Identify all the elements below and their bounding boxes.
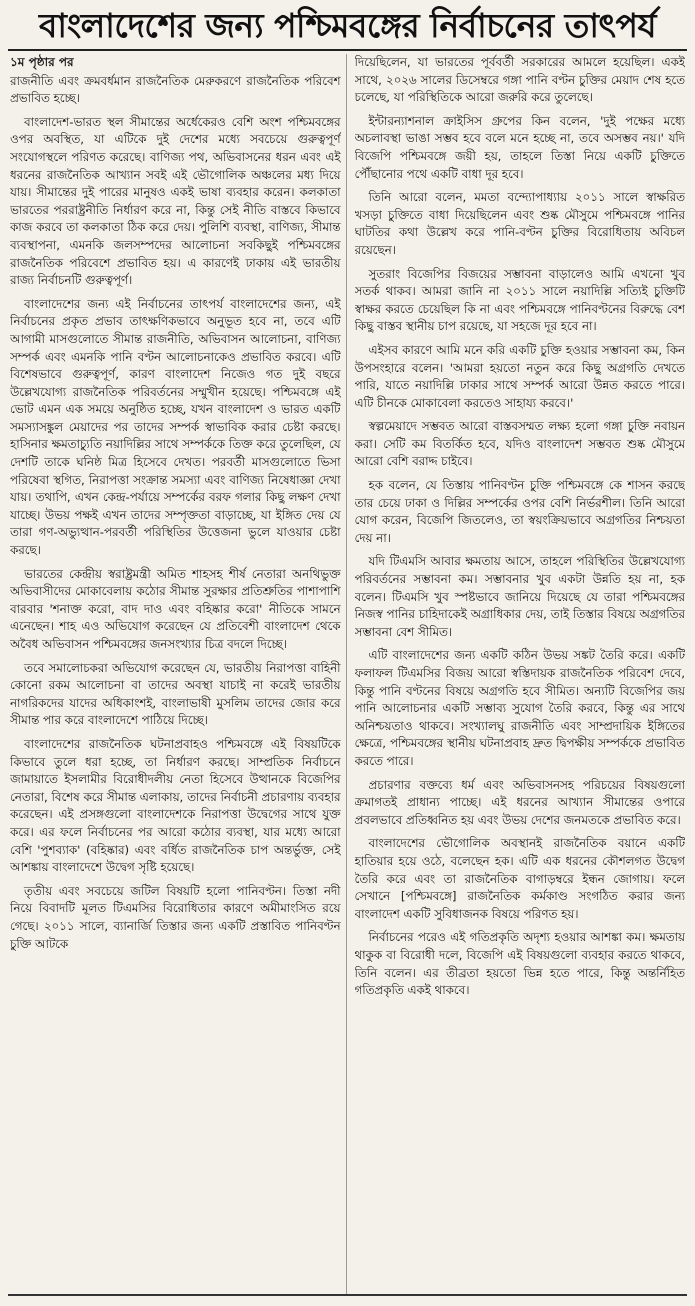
- paragraph: হক বলেন, যে তিস্তায় পানিবণ্টন চুক্তি পশ্চিমবঙ্গে কে শাসন করছে তার চেয়ে ঢাকা ও দিল্লির সম্পর্কের ওপর বেশি নির্ভরশীল। তিনি আরো যোগ করেন, বিজেপি জিতলেও, তা স্বয়ংক্রিয়ভাবে অগ্রগতির নিশ্চয়তা দেয় না।: [354, 478, 685, 545]
- paragraph: ভারতের কেন্দ্রীয় স্বরাষ্ট্রমন্ত্রী অমিত শাহসহ শীর্ষ নেতারা অনথিভুক্ত অভিবাসীদের মোকাবেলায় কঠোর সীমান্ত সুরক্ষার প্রতিশ্রুতির পাশাপাশি বারবার 'শনাক্ত করো, বাদ দাও এবং বহিষ্কার করো' নীতিকে সামনে এনেছেন। শাহ এও অভিযোগ করেছেন যে প্রতিবেশী বাংলাদেশ থেকে অবৈধ অভিবাসন পশ্চিমবঙ্গের জনসংখ্যার চিত্র বদলে দিচ্ছে।: [10, 566, 341, 651]
- paragraph: স্বল্পমেয়াদে সম্ভবত আরো বাস্তবসম্মত লক্ষ্য হলো গঙ্গা চুক্তি নবায়ন করা। সেটি কম বিতর্কিত হবে, যদিও বাংলাদেশ সম্ভবত শুষ্ক মৌসুমে আরো বেশি বরাদ্দ চাইবে।: [354, 419, 685, 469]
- paragraph: তবে সমালোচকরা অভিযোগ করেছেন যে, ভারতীয় নিরাপত্তা বাহিনী কোনো রকম আলোচনা বা তাদের অবস্থা যাচাই না করেই ভারতীয় নাগরিকদের যাদের অধিকাংশই, বাংলাভাষী মুসলিম তাদের জোর করে সীমান্ত পার করে বাংলাদেশে পাঠিয়ে দিচ্ছে।: [10, 660, 341, 728]
- column-divider: [346, 54, 347, 1296]
- right-column: [355, 54, 686, 1296]
- paragraph: নির্বাচনের পরেও এই গতিপ্রকৃতি অদৃশ্য হওয়ার আশঙ্কা কম। ক্ষমতায় থাকুক বা বিরোধী দলে, বিজেপি এই বিষয়গুলো ব্যবহার করতে থাকবে, তিনি বলেন। এর তীব্রতা হয়তো ভিন্ন হতে পারে, কিন্তু অন্তর্নিহিত গতিপ্রকৃতি একই থাকবে।: [354, 930, 685, 998]
- paragraph: তৃতীয় এবং সবচেয়ে জটিল বিষয়টি হলো পানিবণ্টন। তিস্তা নদী নিয়ে বিবাদটি মূলত টিএমসির বিরোধিতার কারণে অমীমাংসিত রয়ে গেছে। ২০১১ সালে, ব্যানার্জি তিস্তার জন্য একটি প্রস্তাবিত পানিবণ্টন চুক্তি আটকে: [10, 883, 341, 951]
- paragraph: রাজনীতি এবং ক্রমবর্ধমান রাজনৈতিক মেরুকরণে রাজনৈতিক পরিবেশ প্রভাবিত হচ্ছে।: [10, 73, 341, 106]
- headline: বাংলাদেশের জন্য পশ্চিমবঙ্গের নির্বাচনের তাৎপর্য: [39, 6, 656, 45]
- paragraph: বাংলাদেশের রাজনৈতিক ঘটনাপ্রবাহও পশ্চিমবঙ্গে এই বিষয়টিকে কিভাবে তুলে ধরা হচ্ছে, তা নির্ধারণ করছে। সাম্প্রতিক নির্বাচনে জামায়াতে ইসলামীর বিরোধীদলীয় নেতা হিসেবে উত্থানকে বিজেপির নেতারা, বিশেষ করে সীমান্ত এলাকায়, তাদের নির্বাচনী প্রচারণায় ব্যবহার করেছেন। এই প্রসঙ্গগুলো বাংলাদেশকে নিরাপত্তা উদ্বেগের সাথে যুক্ত করে। এর ফলে নির্বাচনের পর আরো কঠোর ব্যবস্থা, যার মধ্যে আরো বেশি 'পুশব্যাক' (বহিষ্কার) এবং বর্ধিত রাজনৈতিক চাপ অন্তর্ভুক্ত, সেই আশঙ্কায় বাংলাদেশে উদ্বেগ সৃষ্টি হয়েছে।: [10, 736, 341, 875]
- paragraph: এইসব কারণে আমি মনে করি একটি চুক্তি হওয়ার সম্ভাবনা কম, কিন উপসংহারে বলেন। 'আমরা হয়তো নতুন করে কিছু অগ্রগতি দেখতে পারি, যাতে নয়াদিল্লি ঢাকার সাথে সম্পর্ক আরো উন্নত করতে পারে। এটি চীনকে মোকাবেলা করতেও সাহায্য করবে।': [354, 342, 685, 410]
- paragraph: দিয়েছিলেন, যা ভারতের পূর্ববর্তী সরকারের আমলে হয়েছিল। একই সাথে, ২০২৬ সালের ডিসেম্বরে গঙ্গা পানি বণ্টন চুক্তির মেয়াদ শেষ হতে চলেছে, যা পরিস্থিতিকে আরো জরুরি করে তুলেছে।: [354, 55, 685, 105]
- paragraph: প্রচারণার বক্তব্যে ধর্ম এবং অভিবাসনসহ পরিচয়ের বিষয়গুলো ক্রমাগতই প্রাধান্য পাচ্ছে। এই ধরনের আখ্যান সীমান্তের ওপারে প্রবলভাবে প্রতিধ্বনিত হয় এবং উভয় দেশের জনমতকে প্রভাবিত করে।: [354, 777, 685, 827]
- bottom-rule: [8, 1294, 687, 1306]
- paragraph: এটি বাংলাদেশের জন্য একটি কঠিন উভয় সঙ্কট তৈরি করে। একটি ফলাফল টিএমসির বিজয় আরো স্বস্তিদায়ক রাজনৈতিক পরিবেশ দেবে, কিন্তু পানি বণ্টনের বিষয়ে অগ্রগতি হবে সীমিত। অন্যটি বিজেপির জয় পানি আলোচনার একটি সম্ভাব্য সুযোগ তৈরি করবে, কিন্তু এর সাথে অনিশ্চয়তাও থাকবে। সংখ্যালঘু রাজনীতি এবং সাম্প্রদায়িক ইঙ্গিতের ক্ষেত্রে, পশ্চিমবঙ্গের স্থানীয় ঘটনাপ্রবাহ দ্রুত দ্বিপক্ষীয় সম্পর্ককে প্রভাবিত করতে পারে।: [354, 648, 685, 768]
- continued-label: ১ম পৃষ্ঠার পর: [10, 55, 74, 69]
- paragraph: বাংলাদেশের জন্য এই নির্বাচনের তাৎপর্য বাংলাদেশের জন্য, এই নির্বাচনের প্রকৃত প্রভাব তাৎক্ষণিকভাবে অনুভূত হবে না, তবে এটি আগামী মাসগুলোতে সীমান্ত রাজনীতি, অভিবাসন আলোচনা, বাণিজ্য সম্পর্ক এবং এমনকি পানি বণ্টন আলোচনাকেও প্রভাবিত করবে। এটি বিশেষভাবে গুরুত্বপূর্ণ, কারণ বাংলাদেশ নিজেও গত দুই বছরে উল্লেখযোগ্য রাজনৈতিক পরিবর্তনের সম্মুখীন হয়েছে। পশ্চিমবঙ্গে এই ভোট এমন এক সময়ে অনুষ্ঠিত হচ্ছে, যখন বাংলাদেশ ও ভারত একটি সমস্যাসঙ্কুল মেয়াদের পর তাদের সম্পর্ক স্বাভাবিক করার চেষ্টা করছে। হাসিনার ক্ষমতাচ্যুতি নয়াদিল্লির সাথে সম্পর্ককে তিক্ত করে তুলেছিল, যে দেশটি তাকে ঘনিষ্ঠ মিত্র হিসেবে দেখত। পরবর্তী মাসগুলোতে ভিসা পরিষেবা স্থগিত, নিরাপত্তা সংক্রান্ত সমস্যা এবং বাণিজ্য নিষেধাজ্ঞা দেখা যায়। তথাপি, এখন কেন্দ্র-পর্যায়ে সম্পর্কের বরফ গলার কিছু লক্ষণ দেখা যাচ্ছে। উভয় পক্ষই এখন তাদের সম্পৃক্ততা বাড়াচ্ছে, যা ইঙ্গিত দেয় যে তারা গণ-অভ্যুত্থান-পরবর্তী পরিস্থিতির উত্তেজনা ভুলে যাওয়ার চেষ্টা করছে।: [10, 296, 341, 558]
- left-column: [10, 54, 341, 1296]
- article-body: [10, 54, 685, 1296]
- paragraph: সুতরাং বিজেপির বিজয়ের সম্ভাবনা বাড়ালেও আমি এখনো খুব সতর্ক থাকব। আমরা জানি না ২০১১ সালে নয়াদিল্লি সত্যিই চুক্তিটি স্বাক্ষর করতে চেয়েছিল কি না এবং পশ্চিমবঙ্গে পানিবণ্টনের বিরুদ্ধে বেশ কিছু বাস্তব স্থানীয় চাপ রয়েছে, যা সহজে দূর হবে না।: [354, 266, 685, 334]
- paragraph: বাংলাদেশ-ভারত স্থল সীমান্তের অর্ধেকেরও বেশি অংশ পশ্চিমবঙ্গের ওপর অবস্থিত, যা এটিকে দুই দেশের মধ্যে সবচেয়ে গুরুত্বপূর্ণ সংযোগস্থলে পরিণত করেছে। বাণিজ্য পথ, অভিবাসনের ধরন এবং এই ধরনের রাজনৈতিক আখ্যান সবই এই ভৌগোলিক অঞ্চলের মধ্য দিয়ে যায়। সীমান্তের দুই পারের মানুষও একই ভাষা ব্যবহার করেন। কলকাতা ভারতের পররাষ্ট্রনীতি নির্ধারণ করে না, কিন্তু সেই নীতি বাস্তবে কিভাবে কাজ করবে তা কলকাতা ঠিক করে দেয়। পুলিশি ব্যবস্থা, বাণিজ্য, সীমান্ত ব্যবস্থাপনা, এমনকি জলসম্পদের আলোচনা সবকিছুই পশ্চিমবঙ্গের রাজনৈতিক পরিবেশে প্রভাবিত হয়। এ কারণেই ঢাকায় এই ভারতীয় রাজ্য নির্বাচনটি গুরুত্বপূর্ণ।: [10, 114, 341, 288]
- paragraph: যদি টিএমসি আবার ক্ষমতায় আসে, তাহলে পরিস্থিতির উল্লেখযোগ্য পরিবর্তনের সম্ভাবনা কম। সম্ভাবনার খুব একটা উন্নতি হয় না, হক বলেন। টিএমসি খুব স্পষ্টভাবে জানিয়ে দিয়েছে যে তারা পশ্চিমবঙ্গের নিজস্ব পানির চাহিদাকেই অগ্রাধিকার দেয়, তাই তিস্তার বিষয়ে অগ্রগতির সম্ভাবনা বেশ সীমিত।: [354, 554, 685, 639]
- paragraph: বাংলাদেশের ভৌগোলিক অবস্থানই রাজনৈতিক বয়ানে একটি হাতিয়ার হয়ে ওঠে, বলেছেন হক। এটি এক ধরনের কৌশলগত উদ্বেগ তৈরি করে এবং তা রাজনৈতিক বাগাড়ম্বরে ইন্ধন জোগায়। ফলে সেখানে [পশ্চিমবঙ্গে] রাজনৈতিক কর্মকাণ্ড সংগঠিত করার জন্য বাংলাদেশ একটি সুবিধাজনক বিষয়ে পরিণত হয়।: [354, 836, 685, 921]
- headline-rule: [8, 49, 687, 51]
- paragraph: তিনি আরো বলেন, মমতা বন্দ্যোপাধ্যায় ২০১১ সালে স্বাক্ষরিত খসড়া চুক্তিতে বাধা দিয়েছিলেন এবং শুষ্ক মৌসুমে পশ্চিমবঙ্গে পানির ঘাটতির কথা উল্লেখ করে পানি-বণ্টন চুক্তির বিরোধিতায় অবিচল রয়েছেন।: [354, 190, 685, 257]
- paragraph: ইন্টারন্যাশনাল ক্রাইসিস গ্রুপের কিন বলেন, 'দুই পক্ষের মধ্যে অচলাবস্থা ভাঙা সম্ভব হবে বলে মনে হচ্ছে না, তবে অসম্ভব নয়।' যদি বিজেপি পশ্চিমবঙ্গে জয়ী হয়, তাহলে তিস্তা নিয়ে একটি চুক্তিতে পৌঁছানোর পথে একটি বাধা দূর হবে।: [354, 113, 685, 181]
